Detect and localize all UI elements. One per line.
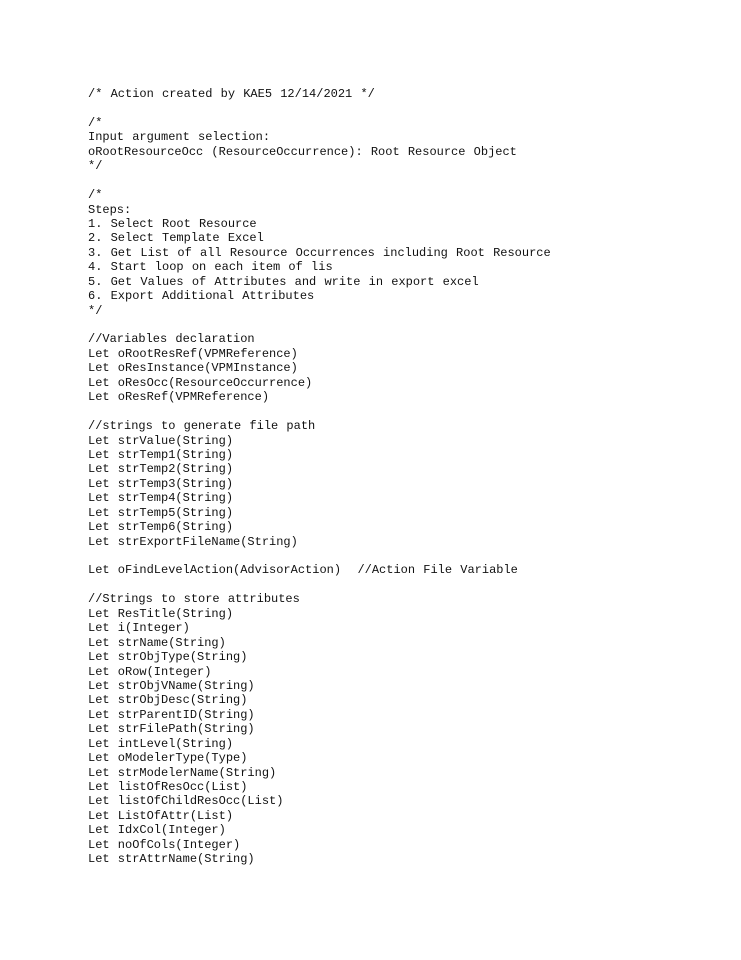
code-line: 2. Select Template Excel — [88, 231, 264, 246]
code-line: Let listOfChildResOcc(List) — [88, 794, 284, 809]
code-line: Let ListOfAttr(List) — [88, 808, 234, 823]
code-block — [88, 188, 551, 318]
code-line: Let oRootResRef(VPMReference) — [88, 346, 298, 361]
code-listing — [88, 87, 551, 867]
code-line: Let strParentID(String) — [88, 707, 255, 722]
code-line: Let strAttrName(String) — [88, 852, 255, 867]
code-line: 4. Start loop on each item of lis — [88, 260, 333, 275]
blank-line — [88, 549, 551, 563]
code-block — [88, 419, 551, 549]
code-line: Let IdxCol(Integer) — [88, 823, 226, 838]
blank-line — [88, 318, 551, 332]
code-block — [88, 592, 551, 866]
code-block — [88, 116, 551, 174]
code-line: /* Action created by KAE5 12/14/2021 */ — [88, 87, 375, 101]
code-line: Let oRow(Integer) — [88, 664, 212, 679]
code-line: 5. Get Values of Attributes and write in export excel — [88, 274, 479, 289]
code-line: /* — [88, 188, 103, 203]
code-line: Let strValue(String) — [88, 433, 234, 448]
code-line: Let strName(String) — [88, 635, 226, 650]
code-line: Let strTemp3(String) — [88, 476, 234, 491]
blank-line — [88, 578, 551, 592]
code-line: Let intLevel(String) — [88, 736, 234, 751]
code-line: Let strTemp1(String) — [88, 447, 234, 462]
code-block — [88, 87, 551, 101]
code-line: //Strings to store attributes — [88, 592, 300, 607]
code-line: oRootResourceOcc (ResourceOccurrence): Root Resource Object — [88, 144, 517, 159]
code-line: Let strObjType(String) — [88, 650, 248, 665]
code-line: Let strTemp5(String) — [88, 505, 234, 520]
code-line: Let oModelerType(Type) — [88, 751, 248, 766]
code-line: 6. Export Additional Attributes — [88, 289, 315, 304]
code-line: 3. Get List of all Resource Occurrences including Root Resource — [88, 245, 551, 260]
code-line: Input argument selection: — [88, 130, 271, 145]
code-line: //Variables declaration — [88, 332, 255, 347]
code-line: Let noOfCols(Integer) — [88, 837, 241, 852]
blank-line — [88, 101, 551, 115]
code-line: Let oResOcc(ResourceOccurrence) — [88, 375, 313, 390]
code-line: Let strObjDesc(String) — [88, 693, 248, 708]
code-line: Let strTemp6(String) — [88, 520, 234, 535]
code-line: /* — [88, 115, 103, 130]
code-line: Let strTemp4(String) — [88, 491, 234, 506]
code-line: Let strModelerName(String) — [88, 765, 277, 780]
code-line: Let strTemp2(String) — [88, 462, 234, 477]
code-line: Let strFilePath(String) — [88, 722, 255, 737]
code-line: 1. Select Root Resource — [88, 216, 257, 231]
code-line: Let strObjVName(String) — [88, 678, 255, 693]
code-line: Let listOfResOcc(List) — [88, 780, 248, 794]
code-line: */ — [88, 303, 103, 318]
blank-line — [88, 405, 551, 419]
code-line: Steps: — [88, 202, 132, 217]
code-line: //strings to generate file path — [88, 419, 316, 434]
code-line: Let ResTitle(String) — [88, 606, 234, 621]
code-line: */ — [88, 159, 103, 174]
code-line: Let oResRef(VPMReference) — [88, 390, 270, 405]
code-line: Let oFindLevelAction(AdvisorAction) //Action File Variable — [88, 563, 518, 578]
code-line: Let i(Integer) — [88, 621, 190, 636]
code-block — [88, 563, 551, 577]
code-line: Let strExportFileName(String) — [88, 534, 298, 549]
blank-line — [88, 174, 551, 188]
code-line: Let oResInstance(VPMInstance) — [88, 361, 298, 376]
code-block — [88, 332, 551, 404]
